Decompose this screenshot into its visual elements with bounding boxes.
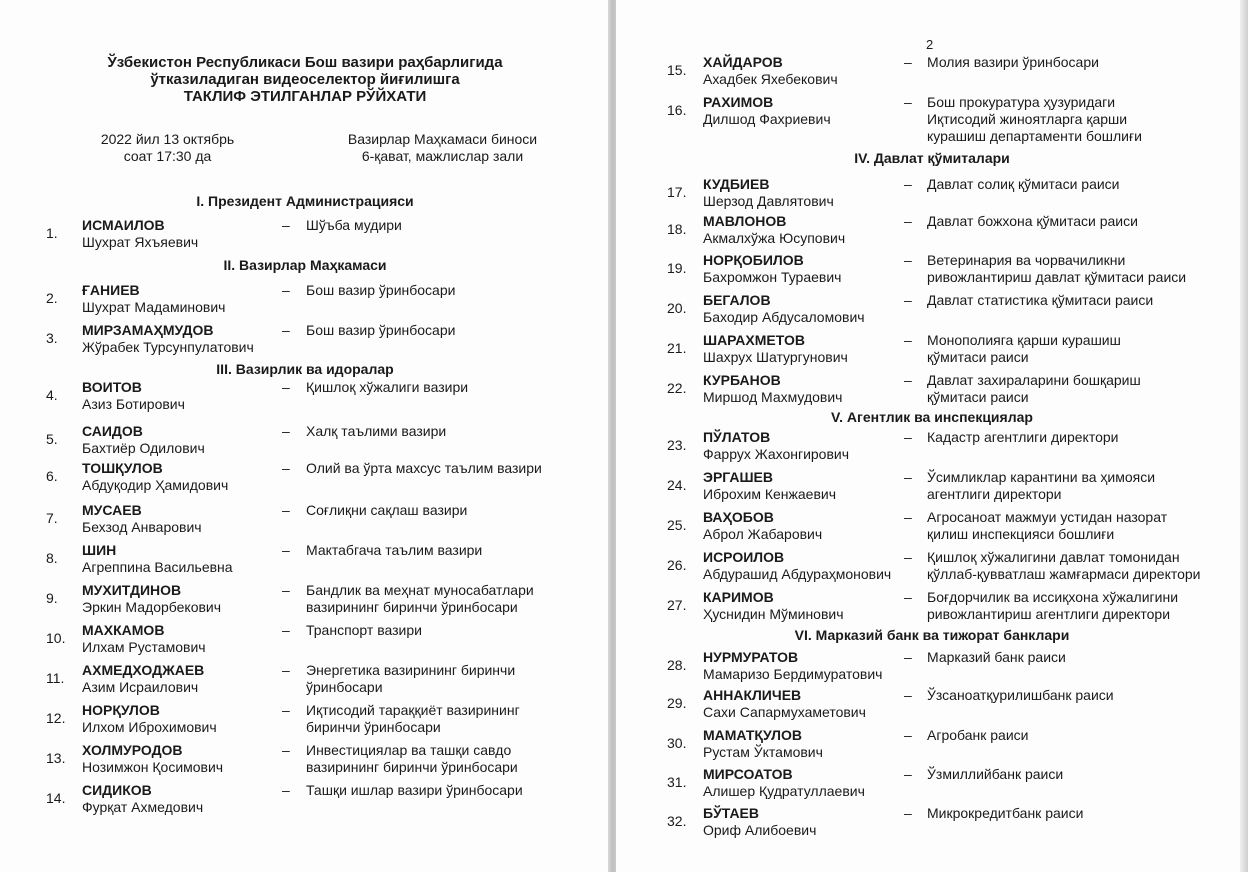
attendee-surname: БЎТАЕВ (703, 805, 759, 821)
attendee-given-name: Шахрух Шатургунович (703, 349, 848, 365)
attendee-surname: ТОШҚУЛОВ (82, 460, 163, 476)
attendee-position: Микрокредитбанк раиси (927, 805, 1084, 821)
attendee-given-name: Абдуқодир Ҳамидович (82, 477, 229, 493)
page-edge (1240, 0, 1248, 872)
section-heading: III. Вазирлик ва идоралар (216, 361, 394, 377)
entry-number: 20. (667, 300, 687, 316)
attendee-surname: НУРМУРАТОВ (703, 649, 799, 665)
attendee-position: Агробанк раиси (927, 727, 1029, 743)
entry-number: 15. (667, 62, 687, 78)
entry-number: 30. (667, 735, 687, 751)
attendee-given-name: Шерзод Давлятович (703, 193, 834, 209)
attendee-given-name: Нозимжон Қосимович (82, 759, 224, 775)
attendee-position: вазирининг биринчи ўринбосари (306, 759, 518, 775)
entry-number: 18. (667, 221, 687, 237)
attendee-given-name: Бехзод Анварович (82, 519, 202, 535)
entry-number: 23. (667, 437, 687, 453)
attendee-given-name: Фурқат Ахмедович (82, 799, 204, 815)
attendee-position: қўмитаси раиси (927, 389, 1029, 405)
attendee-position: Боғдорчилик ва иссиқхона хўжалигини (927, 589, 1179, 605)
entry-dash: – (282, 702, 290, 718)
entry-dash: – (904, 332, 912, 348)
entry-number: 3. (46, 330, 58, 346)
attendee-given-name: Абдурашид Абдураҳмонович (703, 566, 892, 582)
attendee-surname: ШАРАХМЕТОВ (703, 332, 805, 348)
entry-number: 6. (46, 468, 58, 484)
entry-number: 16. (667, 102, 687, 118)
section-heading: I. Президент Администрацияси (196, 193, 414, 209)
attendee-given-name: Шухрат Яхъяевич (82, 234, 199, 250)
attendee-position: қўллаб-қувватлаш жамғармаси директори (927, 566, 1201, 582)
entry-number: 28. (667, 657, 687, 673)
title-line-1: Ўзбекистон Республикаси Бош вазири раҳбарлигида (107, 54, 503, 71)
entry-dash: – (904, 509, 912, 525)
attendee-position: Бош вазир ўринбосари (306, 322, 456, 338)
attendee-surname: ХАЙДАРОВ (703, 54, 783, 70)
entry-number: 22. (667, 380, 687, 396)
entry-dash: – (904, 292, 912, 308)
attendee-position: Кадастр агентлиги директори (927, 429, 1119, 445)
document-title (0, 54, 610, 105)
attendee-surname: МИРЗАМАҲМУДОВ (82, 322, 214, 338)
entry-dash: – (904, 687, 912, 703)
meeting-date: 2022 йил 13 октябрь (100, 131, 235, 147)
attendee-surname: НОРҚОБИЛОВ (703, 252, 804, 268)
page-number: 2 (926, 37, 934, 52)
attendee-surname: МИРСОАТОВ (703, 766, 793, 782)
entry-number: 21. (667, 340, 687, 356)
attendee-given-name: Илхом Иброхимович (82, 719, 217, 735)
attendee-surname: ШИН (82, 542, 117, 558)
meeting-time: соат 17:30 да (123, 148, 212, 164)
entry-dash: – (282, 662, 290, 678)
attendee-given-name: Агреппина Васильевна (82, 559, 233, 575)
entry-dash: – (282, 742, 290, 758)
attendee-position: вазирининг биринчи ўринбосари (306, 599, 518, 615)
entry-number: 25. (667, 517, 687, 533)
attendee-given-name: Аброл Жабарович (703, 526, 823, 542)
attendee-given-name: Бахромжон Тураевич (703, 269, 842, 285)
attendee-position: ўринбосари (306, 679, 383, 695)
attendee-given-name: Миршод Махмудович (703, 389, 843, 405)
venue-line-2: 6-қават, мажлислар зали (361, 148, 524, 164)
entry-number: 27. (667, 597, 687, 613)
entry-dash: – (282, 379, 290, 395)
attendee-position: Бош вазир ўринбосари (306, 282, 456, 298)
attendee-position: Ветеринария ва чорвачиликни (927, 252, 1126, 268)
entry-dash: – (904, 549, 912, 565)
entry-dash: – (282, 502, 290, 518)
document-page-left (0, 0, 610, 872)
entry-dash: – (282, 282, 290, 298)
entry-number: 19. (667, 260, 687, 276)
entry-number: 17. (667, 184, 687, 200)
entry-number: 7. (46, 510, 58, 526)
entry-number: 10. (46, 630, 66, 646)
attendee-surname: МАВЛОНОВ (703, 213, 787, 229)
entry-dash: – (904, 213, 912, 229)
attendee-surname: БЕГАЛОВ (703, 292, 771, 308)
attendee-position: биринчи ўринбосари (306, 719, 441, 735)
entry-dash: – (904, 54, 912, 70)
venue-line-1: Вазирлар Маҳкамаси биноси (347, 131, 538, 147)
attendee-given-name: Алишер Қудратуллаевич (703, 783, 865, 799)
attendee-position: Бош прокуратура ҳузуридаги (927, 94, 1116, 110)
entry-dash: – (282, 782, 290, 798)
entry-dash: – (282, 542, 290, 558)
attendee-position: Молия вазири ўринбосари (927, 54, 1099, 70)
attendee-surname: ИСМАИЛОВ (82, 217, 165, 233)
attendee-given-name: Рустам Ўктамович (703, 744, 823, 760)
attendee-position: Соғлиқни сақлаш вазири (306, 502, 468, 518)
attendee-given-name: Фаррух Жахонгирович (703, 446, 850, 462)
entry-number: 1. (46, 225, 58, 241)
attendee-position: Давлат солиқ қўмитаси раиси (927, 176, 1120, 192)
entry-number: 9. (46, 590, 58, 606)
entry-dash: – (282, 622, 290, 638)
attendee-position: ривожлантириш давлат қўмитаси раиси (927, 269, 1187, 285)
attendee-position: Бандлик ва меҳнат муносабатлари (306, 582, 534, 598)
attendee-position: Қишлоқ хўжалигини давлат томонидан (927, 549, 1180, 565)
section-heading: II. Вазирлар Маҳкамаси (223, 257, 387, 273)
attendee-position: Энергетика вазирининг биринчи (306, 662, 516, 678)
attendee-surname: ВАҲОБОВ (703, 509, 774, 525)
attendee-position: Давлат статистика қўмитаси раиси (927, 292, 1154, 308)
attendee-position: Инвестициялар ва ташқи савдо (306, 742, 512, 758)
attendee-given-name: Акмалхўжа Юсупович (703, 230, 846, 246)
entry-dash: – (904, 94, 912, 110)
attendee-given-name: Мамаризо Бердимуратович (703, 666, 883, 682)
attendee-surname: РАХИМОВ (703, 94, 774, 110)
attendee-surname: МАМАТҚУЛОВ (703, 727, 802, 743)
entry-dash: – (282, 460, 290, 476)
attendee-surname: ВОИТОВ (82, 379, 142, 395)
attendee-given-name: Дилшод Фахриевич (703, 111, 831, 127)
attendee-given-name: Азиз Ботирович (82, 396, 185, 412)
attendee-given-name: Ориф Алибоевич (703, 822, 817, 838)
attendee-given-name: Эркин Мадорбекович (82, 599, 222, 615)
attendee-given-name: Ҳуснидин Мўминович (703, 606, 844, 622)
entry-dash: – (904, 469, 912, 485)
attendee-surname: МУСАЕВ (82, 502, 142, 518)
attendee-surname: КАРИМОВ (703, 589, 774, 605)
attendee-position: Транспорт вазири (306, 622, 422, 638)
attendee-position: Монополияга қарши курашиш (927, 332, 1121, 348)
attendee-position: қилиш инспекцияси бошлиғи (927, 526, 1115, 542)
attendee-position: Агросаноат мажмуи устидан назорат (927, 509, 1168, 525)
attendee-given-name: Шухрат Мадаминович (82, 299, 226, 315)
attendee-position: Халқ таълими вазири (306, 423, 447, 439)
attendee-position: Давлат захираларини бошқариш (927, 372, 1141, 388)
entry-dash: – (282, 423, 290, 439)
attendee-surname: КУДБИЕВ (703, 176, 770, 192)
entry-number: 2. (46, 290, 58, 306)
entry-dash: – (904, 727, 912, 743)
entry-dash: – (282, 582, 290, 598)
attendee-surname: ХОЛМУРОДОВ (82, 742, 183, 758)
entry-number: 8. (46, 550, 58, 566)
attendee-surname: НОРҚУЛОВ (82, 702, 160, 718)
attendee-surname: МУХИТДИНОВ (82, 582, 182, 598)
attendee-position: Ўсимликлар карантини ва ҳимояси (927, 469, 1156, 485)
attendee-position: курашиш департаменти бошлиғи (927, 128, 1142, 144)
attendee-position: Мактабгача таълим вазири (306, 542, 483, 558)
attendee-surname: САИДОВ (82, 423, 143, 439)
attendee-surname: АХМЕДХОДЖАЕВ (82, 662, 205, 678)
entry-dash: – (904, 429, 912, 445)
attendee-position: Иқтисодий жиноятларга қарши (927, 111, 1128, 127)
attendee-position: Марказий банк раиси (927, 649, 1066, 665)
attendee-given-name: Жўрабек Турсунпулатович (82, 339, 254, 355)
attendee-given-name: Иброхим Кенжаевич (703, 486, 836, 502)
entry-dash: – (904, 372, 912, 388)
attendee-position: Иқтисодий тараққиёт вазирининг (306, 702, 520, 718)
section-heading: VI. Марказий банк ва тижорат банклари (794, 627, 1070, 643)
attendee-given-name: Бахтиёр Одилович (82, 440, 205, 456)
entry-number: 29. (667, 695, 687, 711)
attendee-given-name: Сахи Сапармухаметович (703, 704, 866, 720)
entry-dash: – (904, 176, 912, 192)
attendee-given-name: Ахадбек Яхебекович (703, 71, 838, 87)
entry-dash: – (282, 217, 290, 233)
document-page-right (616, 0, 1248, 872)
entry-number: 24. (667, 477, 687, 493)
entry-dash: – (904, 805, 912, 821)
entry-number: 14. (46, 790, 66, 806)
attendee-surname: СИДИКОВ (82, 782, 152, 798)
attendee-position: Қишлоқ хўжалиги вазири (306, 379, 469, 395)
entry-number: 4. (46, 387, 58, 403)
entry-number: 11. (46, 670, 65, 686)
attendee-position: Шўъба мудири (306, 217, 402, 233)
section-heading: IV. Давлат қўмиталари (854, 150, 1010, 166)
attendee-position: Давлат божхона қўмитаси раиси (927, 213, 1138, 229)
entry-number: 26. (667, 557, 687, 573)
attendee-position: қўмитаси раиси (927, 349, 1029, 365)
attendee-surname: КУРБАНОВ (703, 372, 781, 388)
section-heading: V. Агентлик ва инспекциялар (831, 409, 1033, 425)
attendee-given-name: Азим Исраилович (82, 679, 199, 695)
entry-number: 13. (46, 750, 66, 766)
attendee-given-name: Илхам Рустамович (82, 639, 206, 655)
attendee-surname: АННАКЛИЧЕВ (703, 687, 802, 703)
entry-dash: – (282, 322, 290, 338)
entry-dash: – (904, 589, 912, 605)
attendee-position: Ўзмиллийбанк раиси (927, 766, 1064, 782)
entry-dash: – (904, 252, 912, 268)
attendee-surname: ЭРГАШЕВ (703, 469, 773, 485)
entry-number: 31. (667, 774, 687, 790)
entry-number: 32. (667, 813, 687, 829)
attendee-surname: ПЎЛАТОВ (703, 429, 771, 445)
attendee-position: Ташқи ишлар вазири ўринбосари (306, 782, 523, 798)
attendee-position: ривожлантириш агентлиги директори (927, 606, 1171, 622)
entry-dash: – (904, 649, 912, 665)
attendee-surname: ҒАНИЕВ (82, 282, 140, 298)
entry-number: 5. (46, 431, 58, 447)
title-line-3: ТАКЛИФ ЭТИЛГАНЛАР РЎЙХАТИ (183, 88, 427, 105)
attendee-position: Ўзсаноатқурилишбанк раиси (927, 687, 1114, 703)
attendee-given-name: Баходир Абдусаломович (703, 309, 865, 325)
meeting-datetime (80, 131, 255, 165)
attendee-surname: ИСРОИЛОВ (703, 549, 785, 565)
title-line-2: ўтказиладиган видеоселектор йиғилишга (150, 71, 460, 88)
attendee-position: агентлиги директори (927, 486, 1062, 502)
attendee-surname: МАХКАМОВ (82, 622, 165, 638)
meeting-venue (330, 131, 555, 165)
attendee-position: Олий ва ўрта махсус таълим вазири (306, 460, 542, 476)
entry-dash: – (904, 766, 912, 782)
entry-number: 12. (46, 710, 66, 726)
